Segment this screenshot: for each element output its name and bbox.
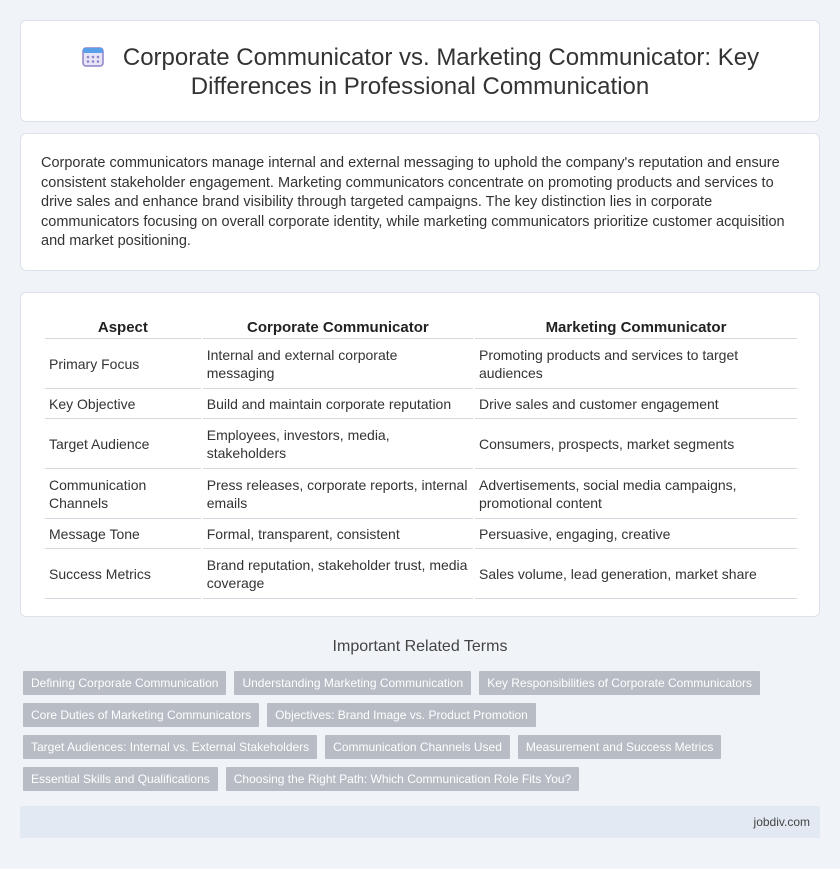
- related-term-tag[interactable]: Core Duties of Marketing Communicators: [23, 703, 259, 727]
- comparison-table: [43, 315, 799, 599]
- table-cell: Target Audience: [45, 419, 201, 469]
- title-card: [20, 20, 820, 122]
- intro-text: Corporate communicators manage internal and external messaging to uphold the company's reputation and ensure consistent stakeholder engagement. Marketing communicators concentrate on promoting products and services to drive sales and enhance brand visibility through targeted campaigns. The key distinction lies in corporate communicators focusing on overall corporate identity, while marketing communicators prioritize customer acquisition and market positioning.: [41, 155, 785, 250]
- related-term-tag[interactable]: Understanding Marketing Communication: [234, 671, 471, 695]
- intro-card: [20, 133, 820, 271]
- table-row: [45, 339, 797, 389]
- table-cell: Advertisements, social media campaigns, promotional content: [475, 469, 797, 519]
- related-term-tag[interactable]: Defining Corporate Communication: [23, 671, 226, 695]
- related-term-tag[interactable]: Objectives: Brand Image vs. Product Promotion: [267, 703, 536, 727]
- comparison-table-card: [20, 292, 820, 617]
- table-cell: Build and maintain corporate reputation: [203, 389, 473, 419]
- page-title-wrap: [61, 43, 779, 101]
- table-row: [45, 519, 797, 549]
- table-cell: Primary Focus: [45, 339, 201, 389]
- page-title: Corporate Communicator vs. Marketing Communicator: Key Differences in Professional Communication: [122, 44, 760, 100]
- table-row: [45, 549, 797, 599]
- table-cell: Internal and external corporate messaging: [203, 339, 473, 389]
- table-header-row: [45, 315, 797, 339]
- column-header: Corporate Communicator: [203, 315, 473, 339]
- table-cell: Formal, transparent, consistent: [203, 519, 473, 549]
- table-cell: Press releases, corporate reports, internal emails: [203, 469, 473, 519]
- table-cell: Employees, investors, media, stakeholders: [203, 419, 473, 469]
- table-cell: Success Metrics: [45, 549, 201, 599]
- footer-site-link[interactable]: jobdiv.com: [753, 815, 810, 829]
- column-header: Marketing Communicator: [475, 315, 797, 339]
- column-header: Aspect: [45, 315, 201, 339]
- table-cell: Consumers, prospects, market segments: [475, 419, 797, 469]
- table-cell: Sales volume, lead generation, market share: [475, 549, 797, 599]
- related-terms-tags: [23, 671, 823, 799]
- footer: [20, 806, 820, 838]
- related-term-tag[interactable]: Key Responsibilities of Corporate Communicators: [479, 671, 760, 695]
- table-cell: Key Objective: [45, 389, 201, 419]
- table-row: [45, 469, 797, 519]
- table-cell: Message Tone: [45, 519, 201, 549]
- related-term-tag[interactable]: Communication Channels Used: [325, 735, 510, 759]
- table-cell: Promoting products and services to target audiences: [475, 339, 797, 389]
- table-row: [45, 419, 797, 469]
- table-cell: Communication Channels: [45, 469, 201, 519]
- table-cell: Brand reputation, stakeholder trust, media coverage: [203, 549, 473, 599]
- table-cell: Persuasive, engaging, creative: [475, 519, 797, 549]
- related-terms-title: Important Related Terms: [332, 638, 508, 655]
- calendar-icon: [81, 44, 105, 68]
- related-term-tag[interactable]: Target Audiences: Internal vs. External Stakeholders: [23, 735, 317, 759]
- table-row: [45, 389, 797, 419]
- related-term-tag[interactable]: Choosing the Right Path: Which Communication Role Fits You?: [226, 767, 580, 791]
- related-term-tag[interactable]: Measurement and Success Metrics: [518, 735, 721, 759]
- table-cell: Drive sales and customer engagement: [475, 389, 797, 419]
- related-term-tag[interactable]: Essential Skills and Qualifications: [23, 767, 218, 791]
